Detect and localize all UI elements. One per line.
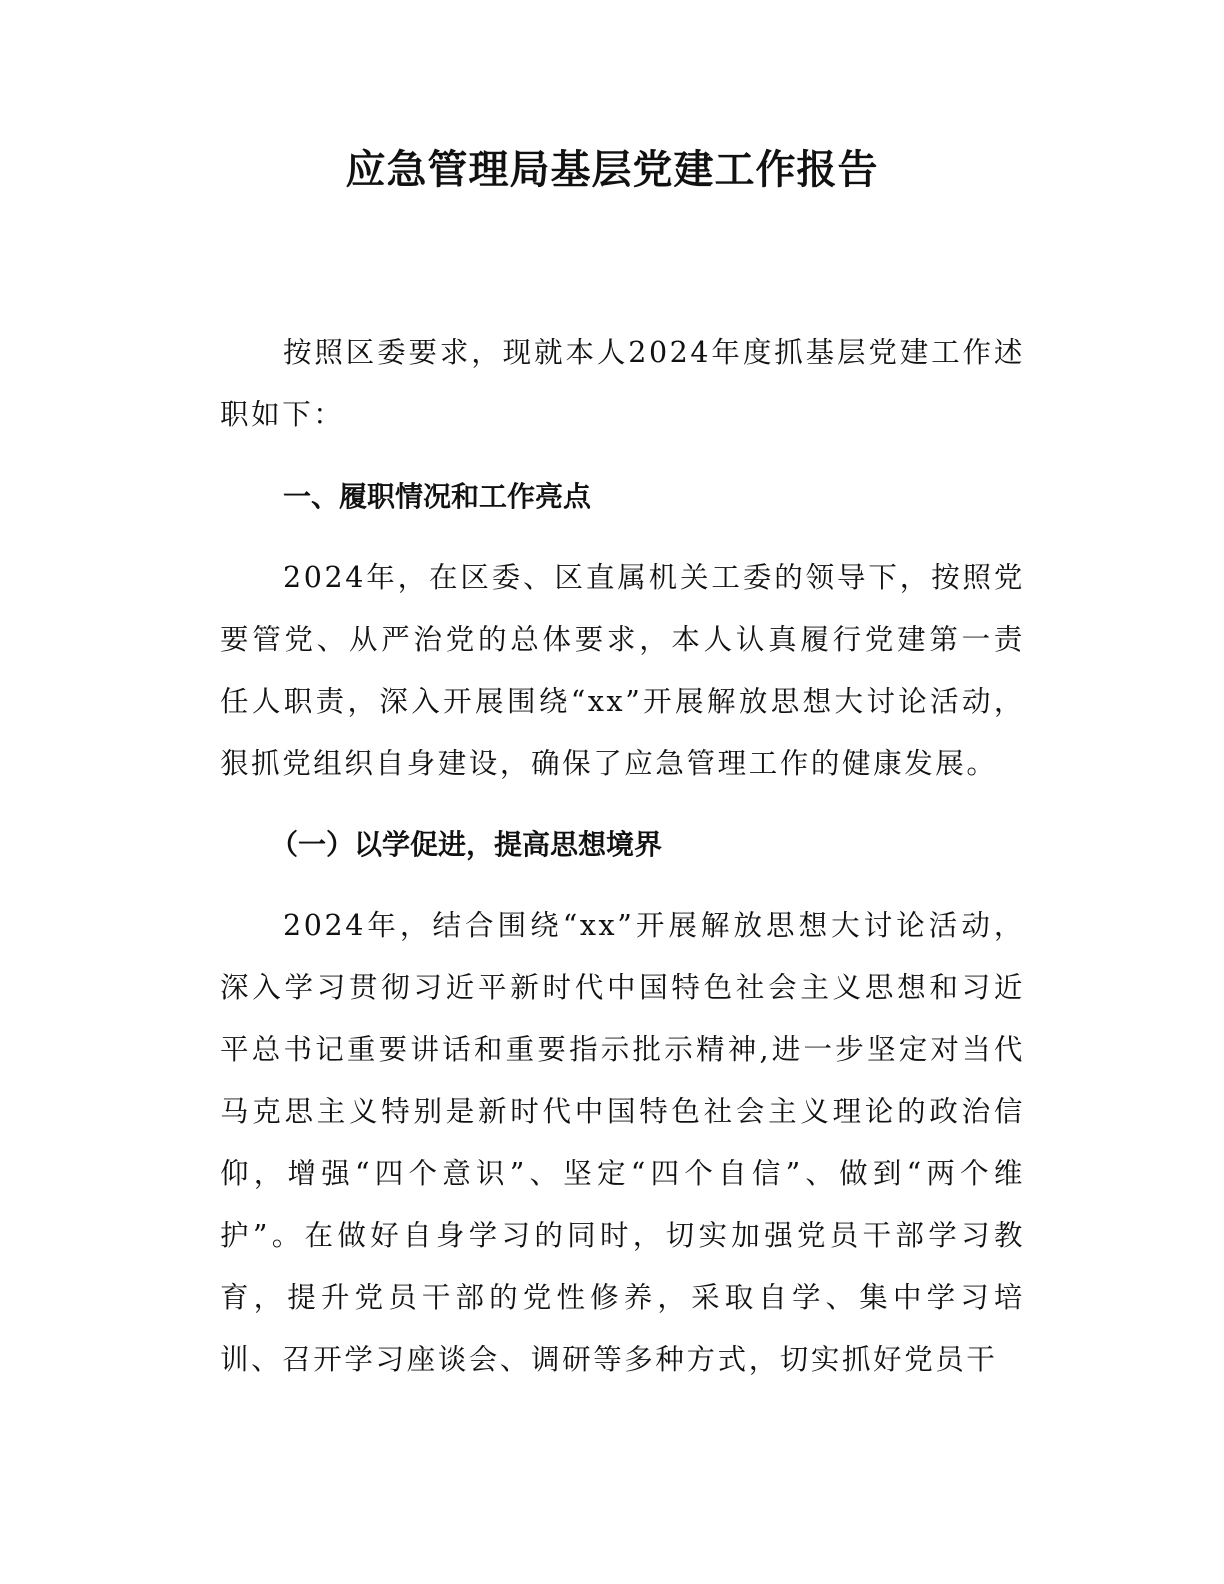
document-title: 应急管理局基层党建工作报告 (345, 146, 879, 193)
section-paragraph: 2024年，在区委、区直属机关工委的领导下，按照党要管党、从严治党的总体要求，本人认真履行党建第一责任人职责，深入开展围绕“xx”开展解放思想大讨论活动，狠抓党组织自身建设，确保了应急管理工作的健康发展。 (220, 561, 1025, 780)
subsection-paragraph: 2024年，结合围绕“xx”开展解放思想大讨论活动，深入学习贯彻习近平新时代中国特色社会主义思想和习近平总书记重要讲话和重要指示批示精神,进一步坚定对当代马克思主义特别是新时代中国特色社会主义理论的政治信仰，增强“四个意识”、坚定“四个自信”、做到“两个维护”。在做好自身学习的同时，切实加强党员干部学习教育，提升党员干部的党性修养，采取自学、集中学习培训、召开学习座谈会、调研等多种方式，切实抓好党员干 (220, 909, 1025, 1376)
subsection-heading: （一）以学促进，提高思想境界 (270, 828, 663, 861)
section-heading: 一、履职情况和工作亮点 (283, 480, 592, 513)
intro-paragraph: 按照区委要求，现就本人2024年度抓基层党建工作述职如下： (220, 336, 1025, 431)
